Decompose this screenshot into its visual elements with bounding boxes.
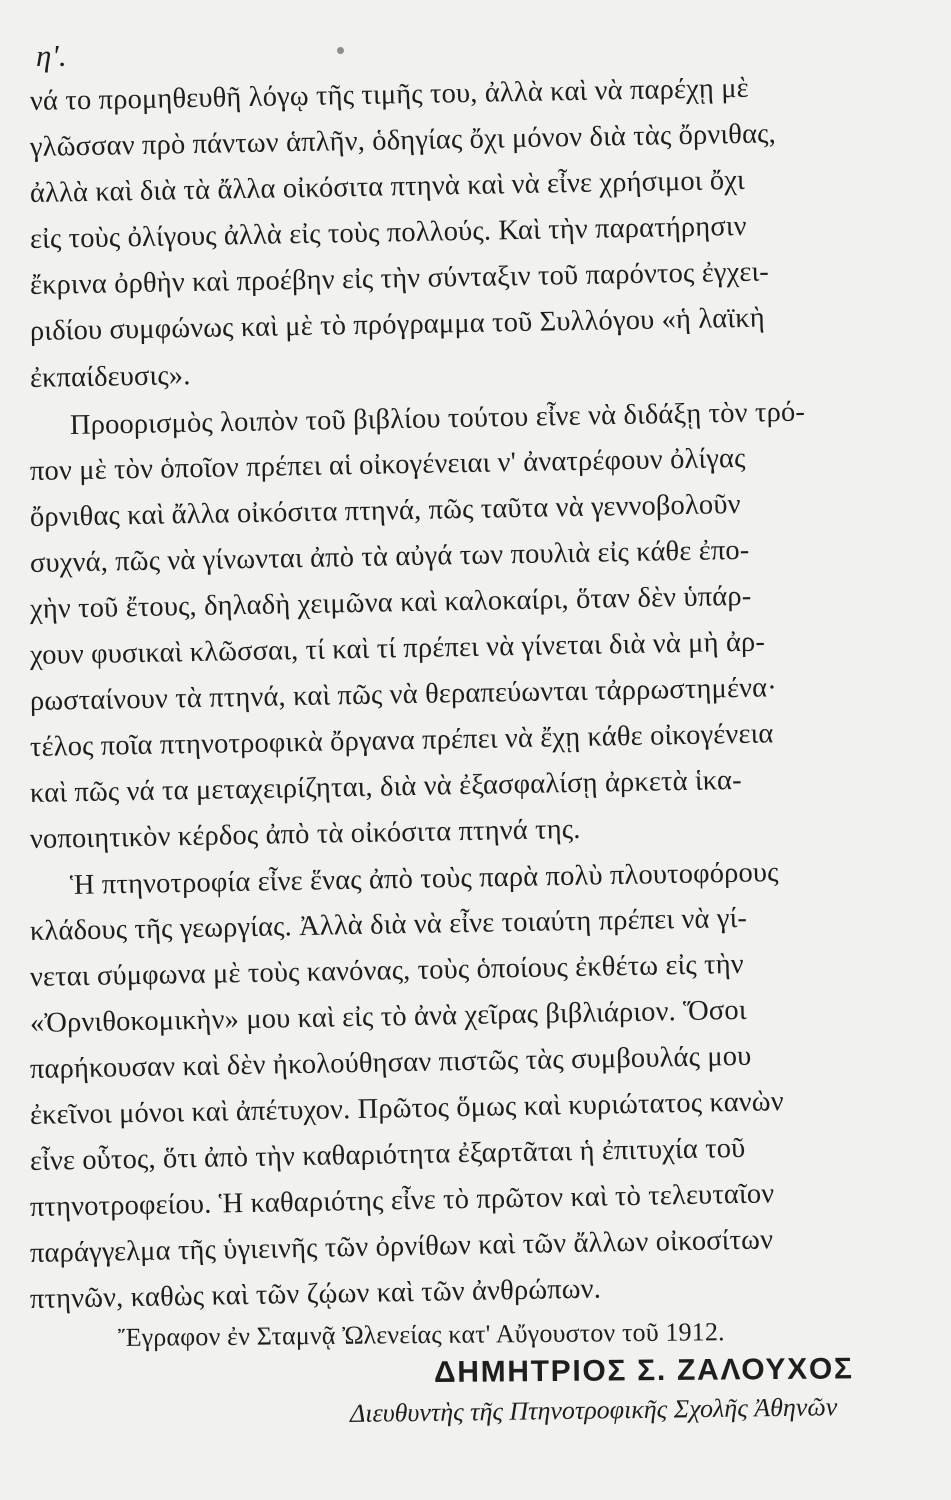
body-line-21: «Ὀρνιθοκομικὴν» μου καὶ εἰς τὸ ἀνὰ χεῖρας βιβλιάριον. Ὅσοι	[29, 994, 747, 1039]
printing-speck	[337, 47, 344, 54]
body-line-7: ἐκπαίδευσις».	[29, 360, 191, 394]
body-line-24: εἶνε οὗτος, ὅτι ἀπὸ τὴν καθαριότητα ἐξαρτᾶται ἡ ἐπιτυχία τοῦ	[29, 1132, 746, 1177]
body-line-11: συχνά, πῶς νὰ γίνωνται ἀπὸ τὰ αὐγά των πουλιὰ εἰς κάθε ἐπο-	[29, 534, 750, 579]
body-line-9: πον μὲ τὸν ὁποῖον πρέπει αἱ οἰκογένειαι ν' ἀνατρέφουν ὀλίγας	[29, 442, 746, 487]
body-line-23: ἐκεῖνοι μόνοι καὶ ἀπέτυχον. Πρῶτος ὅμως καὶ κυριώτατος κανὼν	[29, 1086, 785, 1131]
body-line-10: ὄρνιθας καὶ ἄλλα οἰκόσιτα πτηνά, πῶς ταῦτα νὰ γεννοβολοῦν	[29, 488, 741, 533]
body-line-17: νοποιητικὸν κέρδος ἀπὸ τὰ οἰκόσιτα πτηνά της.	[29, 813, 581, 855]
body-line-22: παρήκουσαν καὶ δὲν ἠκολούθησαν πιστῶς τὰς συμβουλάς μου	[29, 1040, 752, 1085]
body-line-1: νά το προμηθευθῆ λόγῳ τῆς τιμῆς του, ἀλλὰ καὶ νὰ παρέχῃ μὲ	[29, 72, 750, 117]
author-title: Διευθυντὴς τῆς Πτηνοτροφικῆς Σχολῆς Ἀθηνῶν	[349, 1392, 838, 1428]
body-line-13: χουν φυσικαὶ κλῶσσαι, τί καὶ τί πρέπει νὰ γίνεται διὰ νὰ μὴ ἀρ-	[29, 626, 766, 671]
page-number: η'.	[36, 38, 68, 73]
body-line-8: Προορισμὸς λοιπὸν τοῦ βιβλίου τούτου εἶνε νὰ διδάξῃ τὸν τρό-	[69, 396, 806, 441]
body-line-3: ἀλλὰ καὶ διὰ τὰ ἄλλα οἰκόσιτα πτηνὰ καὶ νὰ εἶνε χρήσιμοι ὄχι	[29, 164, 746, 209]
body-line-18: Ἡ πτηνοτροφία εἶνε ἕνας ἀπὸ τοὺς παρὰ πολὺ πλουτοφόρους	[69, 857, 779, 901]
body-line-5: ἔκρινα ὀρθὴν καὶ προέβην εἰς τὴν σύνταξιν τοῦ παρόντος ἐγχει-	[29, 256, 770, 301]
body-line-15: τέλος ποῖα πτηνοτροφικὰ ὄργανα πρέπει νὰ ἔχῃ κάθε οἰκογένεια	[29, 718, 774, 763]
body-line-14: ρωσταίνουν τὰ πτηνά, καὶ πῶς νὰ θεραπεύωνται τἀρρωστημένα·	[29, 672, 778, 717]
body-line-20: νεται σύμφωνα μὲ τοὺς κανόνας, τοὺς ὁποίους ἐκθέτω εἰς τὴν	[29, 948, 745, 993]
body-line-27: πτηνῶν, καθὼς καὶ τῶν ζῴων καὶ τῶν ἀνθρώπων.	[29, 1273, 602, 1315]
body-line-6: ριδίου συμφώνως καὶ μὲ τὸ πρόγραμμα τοῦ Συλλόγου «ἡ λαϊκὴ	[29, 302, 766, 347]
body-line-25: πτηνοτροφείου. Ἡ καθαριότης εἶνε τὸ πρῶτον καὶ τὸ τελευταῖον	[29, 1178, 775, 1223]
date-place-line: Ἔγραφον ἐν Σταμνᾷ Ὠλενείας κατ' Αὔγουστον τοῦ 1912.	[117, 1317, 725, 1352]
author-name: ΔΗΜΗΤΡΙΟΣ Σ. ΖΑΛΟΥΧΟΣ	[433, 1352, 854, 1389]
body-line-12: χὴν τοῦ ἔτους, δηλαδὴ χειμῶνα καὶ καλοκαίρι, ὅταν δὲν ὑπάρ-	[29, 580, 752, 625]
body-line-16: καὶ πῶς νά τα μεταχειρίζηται, διὰ νὰ ἐξασφαλίσῃ ἀρκετὰ ἱκα-	[29, 764, 743, 809]
body-line-2: γλῶσσαν πρὸ πάντων ἁπλῆν, ὁδηγίας ὄχι μόνον διὰ τὰς ὄρνιθας,	[29, 118, 777, 163]
body-line-4: εἰς τοὺς ὀλίγους ἀλλὰ εἰς τοὺς πολλούς. Καὶ τὴν παρατήρησιν	[29, 210, 747, 255]
body-line-26: παράγγελμα τῆς ὑγιεινῆς τῶν ὀρνίθων καὶ τῶν ἄλλων οἰκοσίτων	[29, 1224, 774, 1269]
body-line-19: κλάδους τῆς γεωργίας. Ἀλλὰ διὰ νὰ εἶνε τοιαύτη πρέπει νὰ γί-	[29, 902, 748, 947]
